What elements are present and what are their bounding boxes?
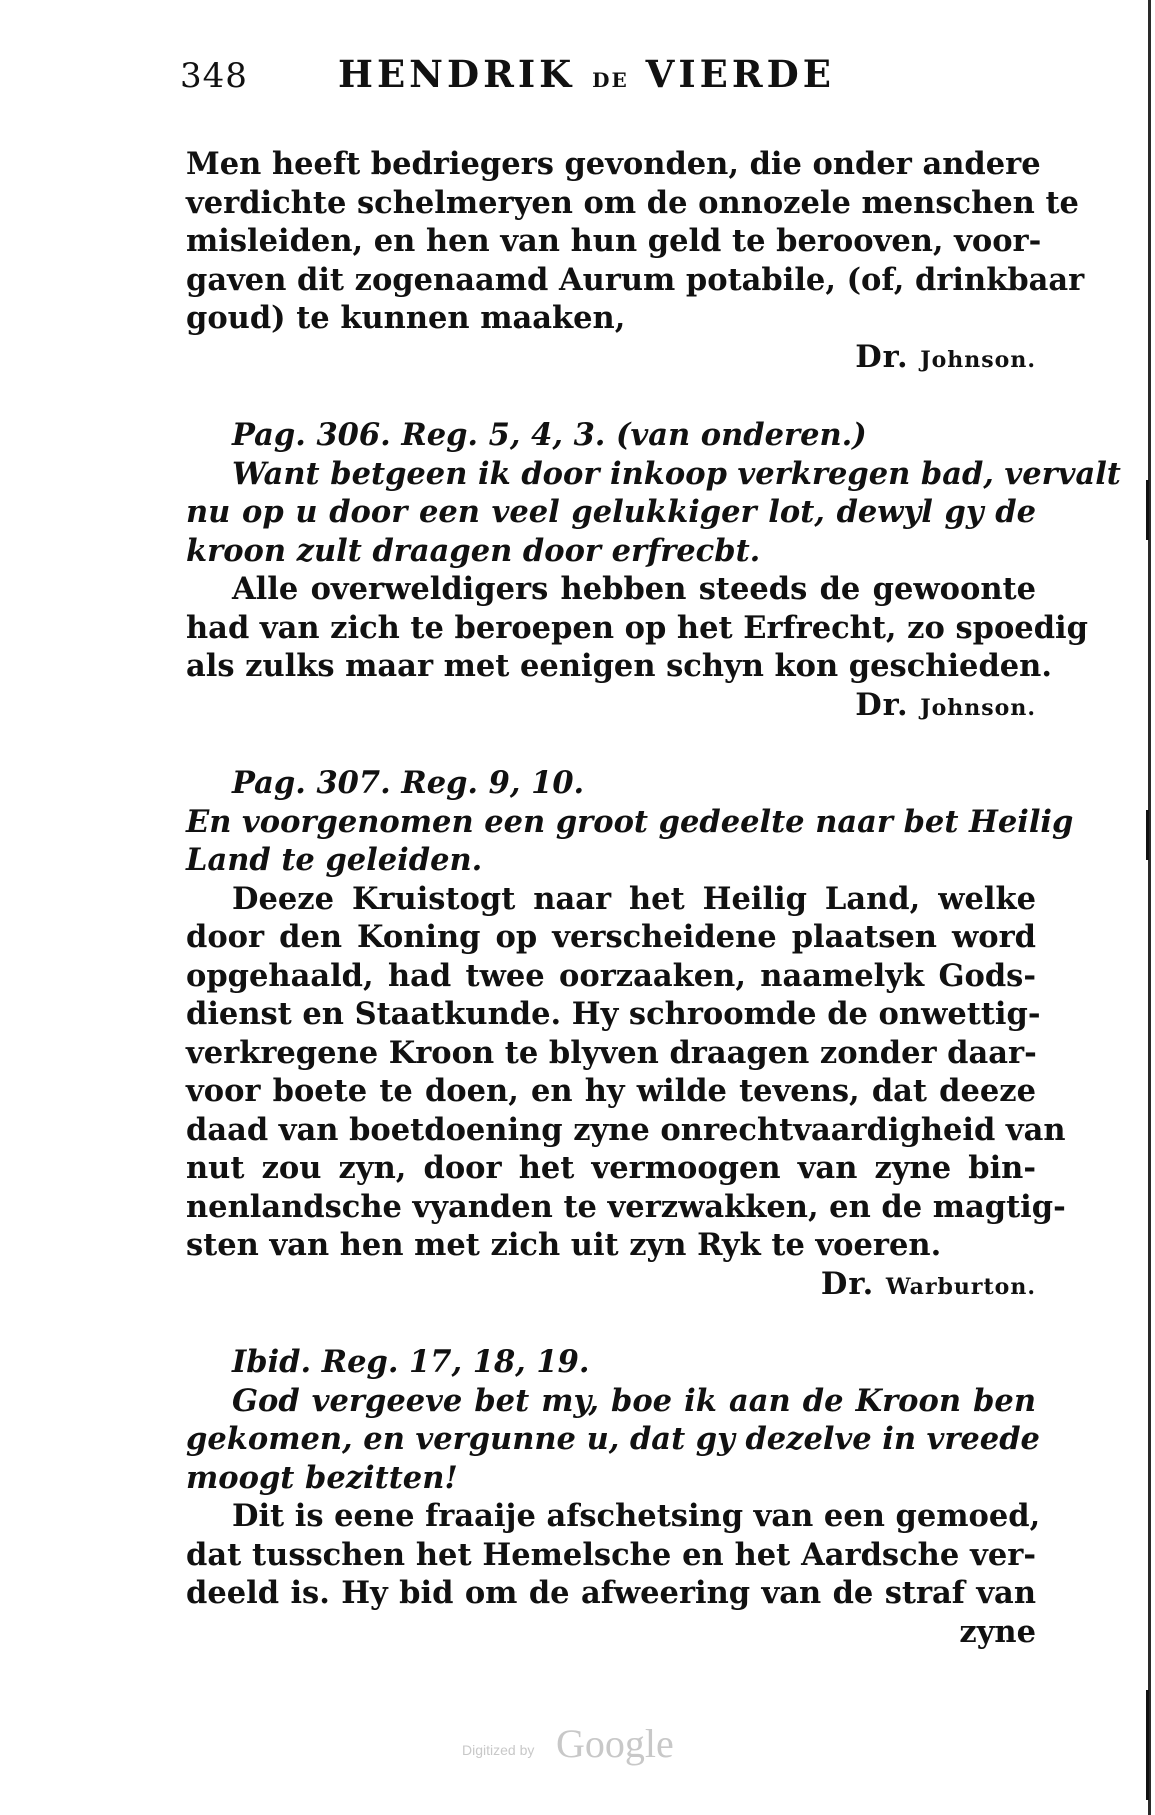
note-3 [186,764,1074,1303]
section-gap [186,376,1036,416]
page-body [186,145,1121,1651]
note-line: misleiden, en hen van hun geld te berooven, voor- [186,223,1042,259]
page-edge-mark [1146,480,1149,540]
running-header [180,52,880,102]
signature-initial: Dr. [855,338,909,375]
digitized-by-google-watermark [462,1720,702,1770]
note-line: Alle overweldigers hebben steeds de gewoonte [232,571,1036,607]
note-line: gaven dit zogenaamd Aurum potabile, (of, drinkbaar [186,261,1085,298]
note-line: verdichte schelmeryen om de onnozele menschen te [186,184,1079,221]
note-line: als zulks maar met eenigen schyn kon geschieden. [186,648,1052,684]
reference-line: Pag. 306. Reg. 5, 4, 3. (van onderen.) [232,417,867,453]
title-part2: VIERDE [645,52,835,96]
signature [186,338,1036,377]
google-logo: Google [556,1721,674,1766]
note-line: opgehaald, had twee oorzaaken, naamelyk Gods- [186,957,1036,994]
quote-line: kroon zult draagen door erfrecbt. [186,532,761,569]
signature-initial: Dr. [820,1265,875,1302]
note-1 [186,145,1085,376]
page-edge [1148,0,1151,1815]
section-gap [186,724,1036,764]
reference-line: Ibid. Reg. 17, 18, 19. [232,1344,590,1380]
note-line: Deeze Kruistogt naar het Heilig Land, welke [232,880,1036,917]
signature-name: Johnson. [920,346,1036,373]
quote-line: Land te geleiden. [186,842,483,878]
signature-name: Warburton. [885,1273,1036,1300]
quote-line: nu op u door een veel gelukkiger lot, dewyl gy de [186,494,1036,530]
note-line: had van zich te beroepen op het Erfrecht, zo spoedig [186,609,1088,646]
running-title [338,52,835,96]
title-small: DE [592,68,629,92]
note-line: dienst en Staatkunde. Hy schroomde de onwettig- [186,996,1041,1032]
note-line: verkregene Kroon te blyven draagen zonder daar- [186,1034,1037,1071]
note-line: sten van hen met zich uit zyn Ryk te voeren. [186,1227,942,1263]
note-line: Dit is eene fraaije afschetsing van een gemoed, [232,1498,1041,1534]
note-line: nut zou zyn, door het vermoogen van zyne bin- [186,1150,1036,1186]
note-line: door den Koning op verscheidene plaatsen word [186,919,1036,955]
quote-line: gekomen, en vergunne u, dat gy dezelve in vreede [186,1421,1040,1457]
quote-line: En voorgenomen een groot gedeelte naar bet Heilig [186,803,1074,840]
quote-line: Want betgeen ik door inkoop verkregen bad, vervalt [232,455,1121,492]
note-4 [186,1343,1041,1651]
note-line: goud) te kunnen maaken, [186,300,626,336]
signature [186,686,1036,725]
note-line: Men heeft bedriegers gevonden, die onder andere [186,146,1041,182]
section-gap [186,1303,1036,1343]
signature [186,1265,1036,1304]
note-line: dat tusschen het Hemelsche en het Aardsche ver- [186,1536,1036,1573]
page-edge-mark [1146,1690,1149,1800]
note-line: deeld is. Hy bid om de afweering van de straf van [186,1575,1036,1611]
catchword: zyne [959,1613,1036,1650]
quote-line: moogt bezitten! [186,1459,458,1496]
note-line: daad van boetdoening zyne onrechtvaardigheid van [186,1111,1066,1148]
title-part1: HENDRIK [338,52,576,96]
page-number: 348 [180,56,248,96]
note-2 [186,416,1121,724]
quote-line: God vergeeve bet my, boe ik aan de Kroon ben [232,1382,1036,1419]
note-line: nenlandsche vyanden te verzwakken, en de magtig- [186,1188,1066,1225]
signature-initial: Dr. [855,686,909,723]
signature-name: Johnson. [920,694,1036,721]
page-edge-mark [1146,810,1149,860]
watermark-small-text: Digitized by [462,1742,535,1758]
note-line: voor boete te doen, en hy wilde tevens, dat deeze [186,1073,1036,1109]
reference-line: Pag. 307. Reg. 9, 10. [232,765,585,801]
